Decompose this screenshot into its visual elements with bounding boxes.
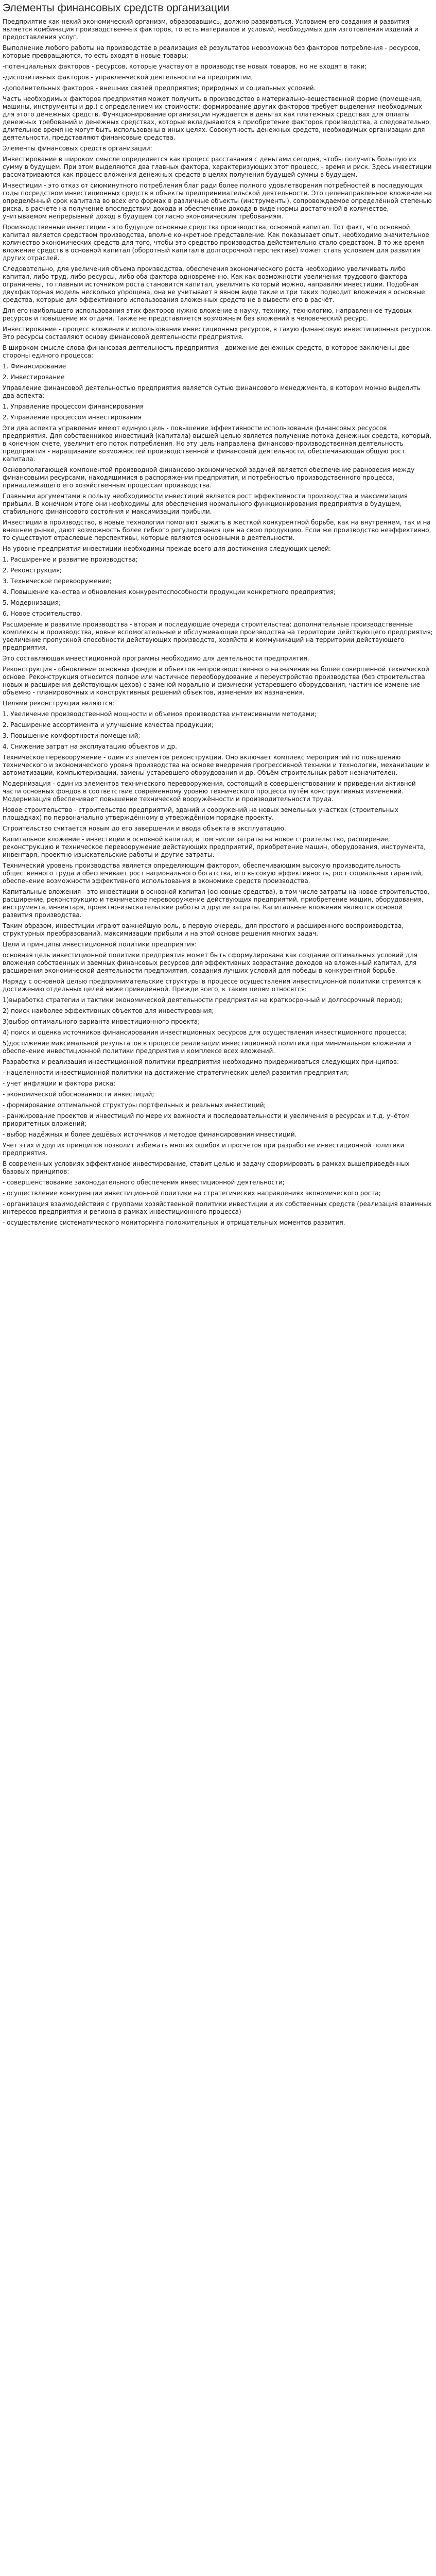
paragraph: Технический уровень производства является определяющим фактором, обеспечивающим высокую производительность общественного труда и обеспечивает рост национального богатства, его высокую эффективность, рост социальных гарантий, обеспечение возможности эффективного использования в экономике средств производства. [3, 862, 423, 885]
paragraph: 1. Управление процессом финансирования [3, 403, 144, 410]
paragraph: 5)достижение максимальной результатов в процессе реализации инвестиционной политики при минимальном вложении и обеспечение инвестиционной политики предприятия и комплексе всех вложений. [3, 1040, 411, 1055]
paragraph: Часть необходимых факторов предприятия может получить в производство в материально-вещественной форме (помещения, машины, инструменты и др.) с определением их стоимости: формирование других факторов требует выделения необходимых для этого денежных средств. Функционирование организации нуждается в деньгах как платежных средствах для оплаты денежных требований и денежных средствах, которые вкладываются в приобретение факторов производства, а следовательно, длительное время не могут быть использованы в иных целях. Совокупность денежных средств, необходимых организации для деятельности, представляют финансовые средства. [3, 95, 431, 141]
paragraph: Капитальные вложения - это инвестиции в основной капитал (основные средства), в том числе затраты на новое строительство, расширение, реконструкцию и техническое перевооружение действующих предприятий, приобретение машин, оборудования, инструмента, инвентаря, проектно-изыскательские работы и другие затраты. Капитальные вложения являются основой развития производства. [3, 888, 430, 919]
paragraph: Цели и принципы инвестиционной политики предприятия: [3, 941, 197, 948]
paragraph: Учет этих и других принципов позволит избежать многих ошибок и просчетов при разработке инвестиционной политики предприятия. [3, 1142, 405, 1157]
paragraph: - совершенствование законодательного обеспечения инвестиционной деятельности; [3, 1179, 285, 1186]
paragraph: 4. Снижение затрат на эксплуатацию объектов и др. [3, 743, 177, 750]
paragraph: - ранжирование проектов и инвестиций по мере их важности и последовательности и увеличения в ресурсах и т.д. учётом приоритетных вложений; [3, 1112, 410, 1127]
paragraph: 2. Реконструкция; [3, 567, 62, 574]
paragraph: Разработка и реализация инвестиционной политики предприятия необходимо придерживаться следующих принципов: [3, 1058, 399, 1065]
page-title: Элементы финансовых средств организации [3, 2, 230, 14]
paragraph: 2. Инвестирование [3, 374, 65, 381]
paragraph: Наряду с основной целью предпринимательские структуры в процессе осуществления инвестиционной политики стремятся к достижению отдельных целей ниже приведённой. Прежде всего, к таким целям относятся: [3, 978, 422, 993]
paragraph: -дополнительных факторов - внешних связей предприятия; природных и социальных условий. [3, 84, 316, 92]
paragraph: Капитальное вложение - инвестиции в основной капитал, в том числе затраты на новое строительство, расширение, реконструкцию и техническое перевооружение действующих предприятий, приобретение машин, оборудования, инструмента, инвентаря, проектно-изыскательские работы и другие затраты. [3, 836, 426, 858]
paragraph: 2. Управление процессом инвестирования [3, 414, 142, 421]
paragraph: 4) поиск и оценка источников финансирования инвестиционных ресурсов для осуществления инвестиционного процесса; [3, 1029, 407, 1036]
paragraph: На уровне предприятия инвестиции необходимы прежде всего для достижения следующих целей: [3, 545, 331, 552]
paragraph: 2. Расширение ассортимента и улучшение качества продукции; [3, 721, 214, 728]
paragraph: -потенциальных факторов - ресурсов, которые участвуют в производстве новых товаров, но не входят в таки; [3, 63, 367, 70]
paragraph: Производственные инвестиции - это будущие основные средства производства, основной капитал. Тот факт, что основной капитал является средством производства, вполне конкретное представление. Как показывает опыт, необходимо значительное количество экономических средств для того, чтобы это средство производства действительно стало средством. В то же время вложение средств в основной капитал (оборотный капитал в долгосрочной перспективе) может стать условием для развития других отраслей. [3, 224, 429, 262]
paragraph: 4. Повышение качества и обновления конкурентоспособности продукции конкретного предприятия; [3, 588, 336, 596]
paragraph: Модернизация - один из элементов технического перевооружения, состоящий в совершенствовании и приведении активной части основных фондов в соответствие современному уровню технического процесса путём конструктивных изменений. Модернизация обеспечивает повышение технической вооружённости и производительности труда. [3, 780, 416, 803]
paragraph: 2) поиск наиболее эффективных объектов для инвестирования; [3, 1007, 214, 1014]
paragraph: 5. Модернизация; [3, 599, 61, 606]
paragraph: Инвестирование в широком смысле определяется как процесс расставания с деньгами сегодня, чтобы получить большую их сумму в будущем. При этом выделяются два главных фактора, характеризующих этот процесс, - время и риск. Здесь инвестиции рассматриваются как процесс вложения денежных средств в целях получения будущей суммы в будущем. [3, 156, 432, 178]
paragraph: В современных условиях эффективное инвестирование, ставит целью и задачу сформировать в рамках вышеприведённых базовых принципов: [3, 1160, 410, 1175]
paragraph: Инвестиции в производство, в новые технологии помогают выжить в жесткой конкурентной борьбе, как на внутреннем, так и на внешнем рынке, дают возможность более гибкого регулирования цен на свою продукцию. Если же производство неэффективно, то существуют отраслевые перспективы, которые являются основными в деятельности. [3, 519, 431, 541]
paragraph: Для его наибольшего использования этих факторов нужно вложение в науку, технику, технологию, направленное тудовых ресурсов и повышение их отдачи. Также не представляется возможным без вложений в человеческий ресурс. [3, 307, 412, 322]
paragraph: Строительство считается новым до его завершения и ввода объекта в эксплуатацию. [3, 825, 286, 832]
paragraph: Следовательно, для увеличения объема производства, обеспечения экономического роста необходимо увеличивать либо капитал, либо труд, либо ресурсы, либо оба фактора одновременно. Как как возможности увеличения трудового фактора ограничены, то главным источником роста становится капитал, увеличить который можно, направляя инвестиции. Подобная двухфакторная модель несколько упрощена, она не учитывает в явном виде такие и три таких подводит вложения в основные средства, которые для эффективного использования вложенных средств не в вывести его в расчёт. [3, 265, 425, 303]
paragraph: Выполнение любого работы на производстве в реализация её результатов невозможна без факторов потребления - ресурсов, которые превращаются, то есть входят в новые товары; [3, 44, 421, 59]
paragraph: 6. Новое строительство. [3, 610, 82, 617]
paragraph: 3. Техническое перевооружение; [3, 578, 112, 585]
paragraph: основная цель инвестиционной политики предприятия может быть сформулирована как создание оптимальных условий для вложения собственных и заемных финансовых ресурсов для эффективных возрастание доходов на вложенный капитал, для расширения экономической деятельности предприятия, создания лучших условий для победы в конкурентной борьбе. [3, 952, 417, 974]
paragraph: Основополагающей компонентой производной финансово-экономической задачей является обеспечение равновесия между финансовыми ресурсами, находящимися в распоряжении предприятия, и потребностью производственного процесса, принадлежащего его хозяйственным процессам производства. [3, 466, 415, 489]
paragraph: В широком смысле слова финансовая деятельность предприятия - движение денежных средств, в которое заключены две стороны единого процесса: [3, 344, 410, 359]
paragraph: Целями реконструкции являются: [3, 700, 114, 707]
paragraph: - осуществление систематического мониторинга положительных и отрицательных моментов развития. [3, 1219, 345, 1226]
paragraph: Новое строительство - строительство предприятий, зданий и сооружений на новых земельных участках (строительных площадках) по первоначально утверждённому в утверждённом порядке проекту. [3, 806, 398, 821]
paragraph: - организация взаимодействия с группами хозяйственной политики инвестиции и их собственных средств (реализация взаимных интересов предприятия и региона в рамках инвестиционного процесса) [3, 1200, 432, 1215]
paragraph: Эти два аспекта управления имеют единую цель - повышение эффективности использования финансовых ресурсов предприятия. Для собственников инвестиций (капитала) высшей целью является получение потока денежных средств, который, в конечном счете, увеличит его поток потребления. Но эту цель направлена финансово-производственная деятельность предприятия - наращивание возможностей производственной и финансовой деятельности, обеспечивающая общую рост капитала. [3, 425, 432, 463]
paragraph: Элементы финансовых средств организации: [3, 145, 152, 152]
paragraph: Главными аргументами в пользу необходимости инвестиций является рост эффективности производства и максимизация прибыли. В конечном итоге они необходимы для обеспечения нормального функционирования предприятия в будущем, стабильного финансового состояния и максимизации прибыли. [3, 493, 408, 515]
paragraph: -диспозитивных факторов - управленческой деятельности на предприятии, [3, 74, 253, 81]
paragraph: Предприятие как некий экономический организм, образовавшись, должно развиваться. Условием его создания и развития является комбинация производственных факторов, то есть материалов и условий, необходимых для изготовления изделий и предоставления услуг. [3, 18, 418, 41]
paragraph: - экономической обоснованности инвестиций; [3, 1091, 154, 1098]
paragraph: Инвестиции - это отказ от сиюминутного потребления благ ради более полного удовлетворения потребностей в последующих годы посредством инвестиционных средств в объекты предпринимательской деятельности. Это целенаправленное вложение на определённый срок капитала во всех его формах в различные объекты (инструменты), сопровождаемое определённой степенью риска, в расчете на получение впоследствии дохода и обеспечение дохода в виде нормы достаточной в количестве, учитываемом непрерывный доход в будущем согласно экономическим требованиям. [3, 182, 432, 220]
paragraph: - учет инфляции и фактора риска; [3, 1080, 116, 1087]
paragraph: 3)выбор оптимального варианта инвестиционного проекта; [3, 1018, 200, 1025]
paragraph: 1. Финансирование [3, 363, 66, 370]
paragraph: - нацеленности инвестиционной политики на достижение стратегических целей развития предприятия; [3, 1069, 350, 1076]
paragraph: 3. Повышение комфортности помещений; [3, 732, 141, 739]
paragraph: Реконструкция - обновление основных фондов и объектов непроизводственного назначения на более совершенной технической основе. Реконструкция относится полное или частичное переоборудование и переустройство производства (без строительства новых и расширения действующих цехов) с заменой морально и физически устаревшего оборудования, частичное изменение объемно - планировочных и конструктивных решений объектов, изменения их назначения. [3, 666, 429, 696]
paragraph: Расширение и развитие производства - вторая и последующие очереди строительства; дополнительные производственные комплексы и производства, новые вспомогательные и обслуживающие производства на территории действующего предприятия; увеличение пропускной способности действующих производств, хозяйств и коммуникаций на территории действующего предприятия. [3, 621, 433, 651]
paragraph: Инвестирование - процесс вложения и использования инвестиционных ресурсов, в такую финансовую инвестиционных ресурсов. Это ресурсы составляют основу финансовой деятельности предприятия. [3, 326, 432, 341]
paragraph: Таким образом, инвестиции играют важнейшую роль, в первую очередь, для простого и расширенного воспроизводства, структурных преобразований, максимизации прибыли и на этой основе решения многих задач. [3, 922, 404, 937]
paragraph: - осуществление конкуренции инвестиционной политики на стратегических направлениях экономического роста; [3, 1190, 381, 1197]
paragraph: 1. Увеличение производственной мощности и объемов производства интенсивными методами; [3, 710, 317, 718]
paragraph: 1. Расширение и развитие производства; [3, 556, 138, 563]
paragraph: Техническое перевооружение - один из элементов реконструкции. Оно включает комплекс мероприятий по повышению технического и экономического уровня производства на основе внедрения прогрессивной техники и технологии, механизации и автоматизации, компьютеризации, замены устаревшего оборудования и др. Объём строительных работ незначителен. [3, 754, 430, 776]
document-body [3, 18, 433, 1227]
paragraph: Управление финансовой деятельностью предприятия является сутью финансового менеджмента, в котором можно выделить два аспекта: [3, 384, 421, 399]
paragraph: 1)выработка стратегии и тактики экономической деятельности предприятия на краткосрочный и долгосрочный период; [3, 996, 403, 1004]
paragraph: - выбор надёжных и более дешёвых источников и методов финансирования инвестиций. [3, 1131, 297, 1138]
paragraph: Это составляющая инвестиционной программы необходимо для деятельности предприятия. [3, 655, 309, 662]
paragraph: - формирование оптимальной структуры портфельных и реальных инвестиций; [3, 1101, 266, 1109]
